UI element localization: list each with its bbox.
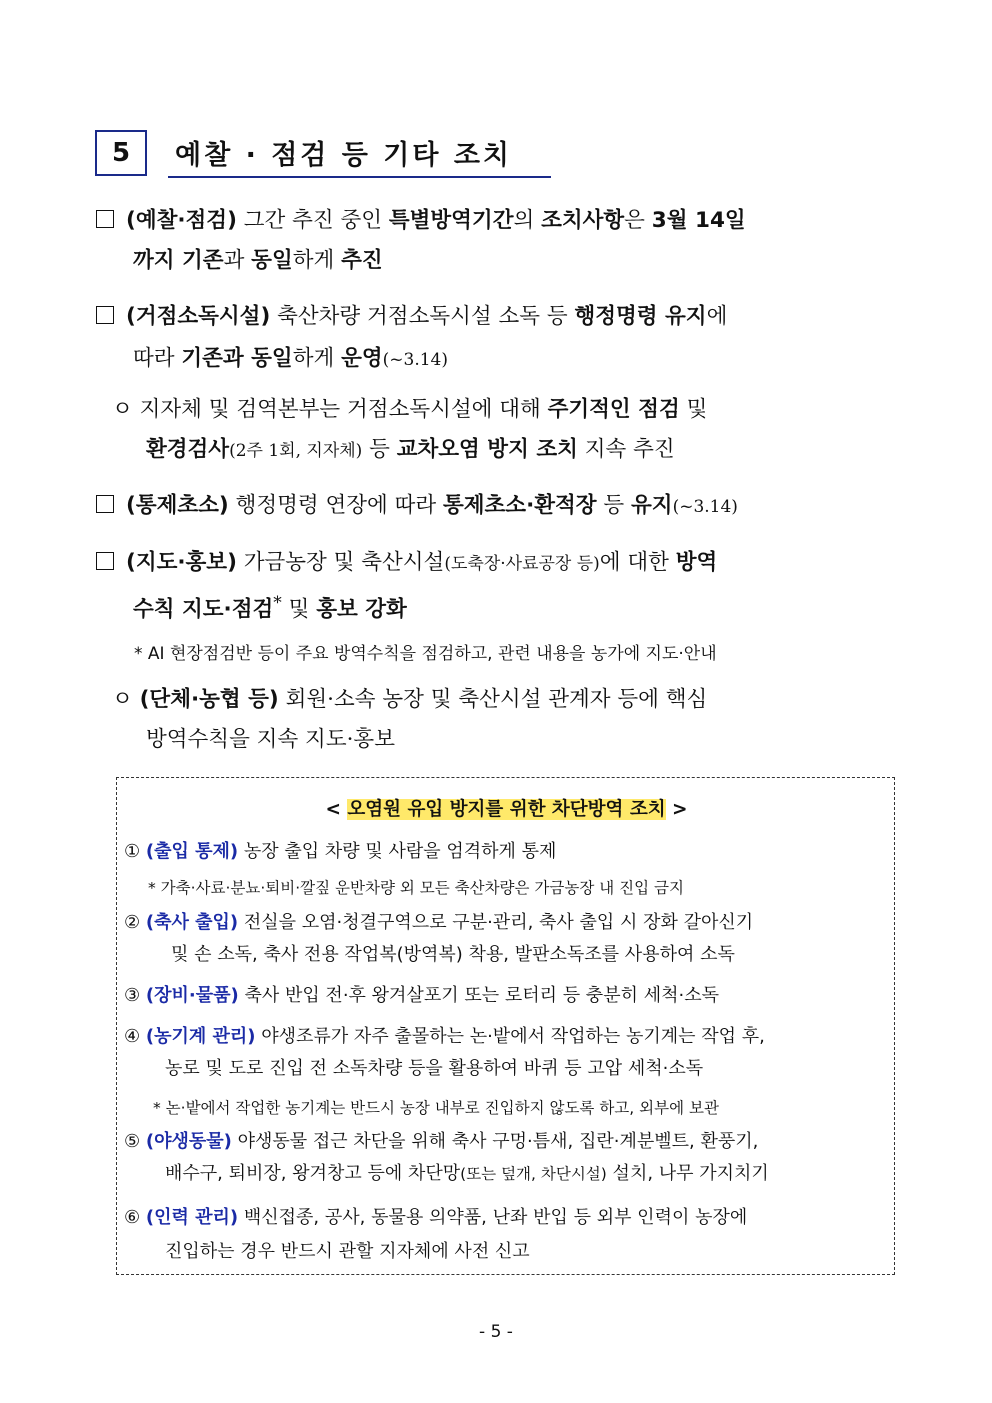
item-bold: 조치사항 <box>541 208 625 233</box>
measure-key: (인력 관리) <box>145 1207 239 1228</box>
item-inspection-line1 <box>96 199 746 242</box>
item-bold: 통제초소·환적장 <box>443 493 597 518</box>
circled-number: ① <box>124 841 141 862</box>
box-title-bracket: < <box>325 799 348 820</box>
measure-4 <box>124 1021 765 1053</box>
circled-number: ④ <box>124 1026 141 1047</box>
item-key: (예찰·점검) <box>126 208 237 233</box>
measure-6-line2: 진입하는 경우 반드시 관할 지자체에 사전 신고 <box>165 1241 530 1262</box>
item-bold: 수칙 지도·점검 <box>133 597 274 623</box>
item-text: 에 <box>706 304 728 329</box>
item-key: (단체·농협 등) <box>139 687 279 712</box>
item-disinfection-line2 <box>133 337 448 382</box>
measure-key: (축사 출입) <box>145 912 239 933</box>
item-guidance-line2 <box>133 582 407 631</box>
item-text: 과 <box>223 248 252 273</box>
section-title-underline <box>168 176 551 178</box>
item-text: 그간 추진 중인 <box>236 208 389 233</box>
item-text: 지속 추진 <box>577 437 675 462</box>
measure-text: 설치, 나무 가지치기 <box>606 1163 769 1184</box>
checkbox-square-icon <box>96 552 114 570</box>
item-text: 의 <box>513 208 542 233</box>
measure-small: (또는 덮개, 차단시설) <box>460 1165 607 1183</box>
circled-number: ② <box>124 912 141 933</box>
item-inspection-line2 <box>133 239 383 282</box>
item-text: 은 <box>624 208 652 233</box>
item-text: 및 <box>679 397 708 422</box>
item-bold: 행정명령 유지 <box>574 304 707 329</box>
measure-key: (야생동물) <box>145 1131 232 1152</box>
page-number: - 5 - <box>479 1322 513 1342</box>
measure-text: 축사 반입 전·후 왕겨살포기 또는 로터리 등 충분히 세척·소독 <box>238 985 719 1006</box>
footnote-marker: * <box>273 593 282 613</box>
item-key: (거점소독시설) <box>126 304 271 329</box>
item-text: 등 <box>596 493 632 518</box>
section-number-box <box>95 130 147 176</box>
item-text: 따라 <box>133 346 182 371</box>
circled-number: ③ <box>124 985 141 1006</box>
box-title <box>117 795 896 821</box>
measure-5 <box>124 1126 758 1158</box>
measure-text: 전실을 오염·청결구역으로 구분·관리, 축사 출입 시 장화 갈아신기 <box>238 912 754 933</box>
item-guidance-line1 <box>96 541 717 586</box>
item-bold: 3월 14일 <box>651 208 746 233</box>
measure-4-note: * 논·밭에서 작업한 농기계는 반드시 농장 내부로 진입하지 않도록 하고, 외부에 보관 <box>153 1099 719 1117</box>
measure-text: 야생동물 접근 차단을 위해 축사 구멍·틈새, 집란·계분벨트, 환풍기, <box>231 1131 759 1152</box>
item-text: 축산차량 거점소독시설 소독 등 <box>270 304 575 329</box>
sub-bullet-inspection-line2 <box>146 428 675 473</box>
item-bold: 추진 <box>341 248 383 273</box>
item-bold: 유지 <box>631 493 673 518</box>
box-title-highlight: 오염원 유입 방지를 위한 차단방역 조치 <box>347 799 666 820</box>
circled-number: ⑥ <box>124 1207 141 1228</box>
item-bold: 까지 기존 <box>133 248 224 273</box>
measure-text: 농장 출입 차량 및 사람을 엄격하게 통제 <box>238 841 557 862</box>
item-small: (2주 1회, 지자체) <box>229 441 363 461</box>
measure-1-note: * 가축·사료·분뇨·퇴비·깔짚 운반차량 외 모든 축산차량은 가금농장 내 진입 금지 <box>148 879 684 897</box>
item-bold: 특별방역기간 <box>388 208 514 233</box>
biosecurity-measures-box <box>116 777 895 1275</box>
measure-key: (농기계 관리) <box>145 1026 256 1047</box>
item-bold: 방역 <box>675 550 718 575</box>
checkbox-square-icon <box>96 210 114 228</box>
measure-key: (장비·물품) <box>145 985 239 1006</box>
measure-4-line2: 농로 및 도로 진입 전 소독차량 등을 활용하여 바퀴 등 고압 세척·소독 <box>165 1058 704 1079</box>
guidance-footnote: * AI 현장점검반 등이 주요 방역수칙을 점검하고, 관련 내용을 농가에 지도·안내 <box>134 644 717 664</box>
measure-text: 야생조류가 자주 출몰하는 논·밭에서 작업하는 농기계는 작업 후, <box>255 1026 765 1047</box>
item-text: 하게 <box>292 248 342 273</box>
item-text: 회원·소속 농장 및 축산시설 관계자 등에 핵심 <box>278 687 708 712</box>
item-bold: 기존과 동일 <box>181 346 293 371</box>
measure-key: (출입 통제) <box>145 841 239 862</box>
bullet-circle-icon: ㅇ <box>112 687 140 712</box>
item-text: ㅇ 지자체 및 검역본부는 거점소독시설에 대해 <box>112 397 548 422</box>
item-text: 행정명령 연장에 따라 <box>228 493 443 518</box>
item-bold: 홍보 강화 <box>316 597 407 623</box>
sub-bullet-associations-line2: 방역수칙을 지속 지도·홍보 <box>146 727 395 752</box>
item-key: (지도·홍보) <box>126 550 237 575</box>
checkbox-square-icon <box>96 495 114 513</box>
item-key: (통제초소) <box>126 493 229 518</box>
measure-5-line2 <box>165 1158 769 1190</box>
item-text: 및 <box>281 597 317 623</box>
section-title: 예찰 · 점검 등 기타 조치 <box>175 140 512 171</box>
item-bold: 주기적인 점검 <box>547 397 680 422</box>
checkbox-square-icon <box>96 306 114 324</box>
sub-bullet-associations-line1 <box>112 678 707 721</box>
section-number: 5 <box>111 138 131 168</box>
measure-2-line2: 및 손 소독, 축사 전용 작업복(방역복) 착용, 발판소독조를 사용하여 소독 <box>171 944 735 965</box>
item-date-range: (~3.14) <box>672 497 738 517</box>
item-text: 에 대한 <box>599 550 676 575</box>
item-checkpoint-line1 <box>96 484 738 529</box>
item-bold: 운영 <box>341 346 383 371</box>
circled-number: ⑤ <box>124 1131 141 1152</box>
item-text: 하게 <box>292 346 342 371</box>
measure-6 <box>124 1202 747 1234</box>
box-title-bracket: > <box>665 799 688 820</box>
sub-bullet-inspection-line1 <box>112 388 707 431</box>
measure-1 <box>124 836 556 868</box>
measure-2 <box>124 907 753 939</box>
item-bold: 동일 <box>251 248 293 273</box>
measure-text: 백신접종, 공사, 동물용 의약품, 난좌 반입 등 외부 인력이 농장에 <box>238 1207 748 1228</box>
item-bold: 환경검사 <box>146 437 230 462</box>
measure-3 <box>124 980 719 1012</box>
item-small: (도축장·사료공장 등) <box>444 554 600 574</box>
measure-text: 배수구, 퇴비장, 왕겨창고 등에 차단망 <box>165 1163 461 1184</box>
item-text: 등 <box>362 437 397 462</box>
item-text: 가금농장 및 축산시설 <box>236 550 445 575</box>
item-disinfection-line1 <box>96 295 727 338</box>
item-date-range: (~3.14) <box>382 350 449 370</box>
item-bold: 교차오염 방지 조치 <box>396 437 578 462</box>
